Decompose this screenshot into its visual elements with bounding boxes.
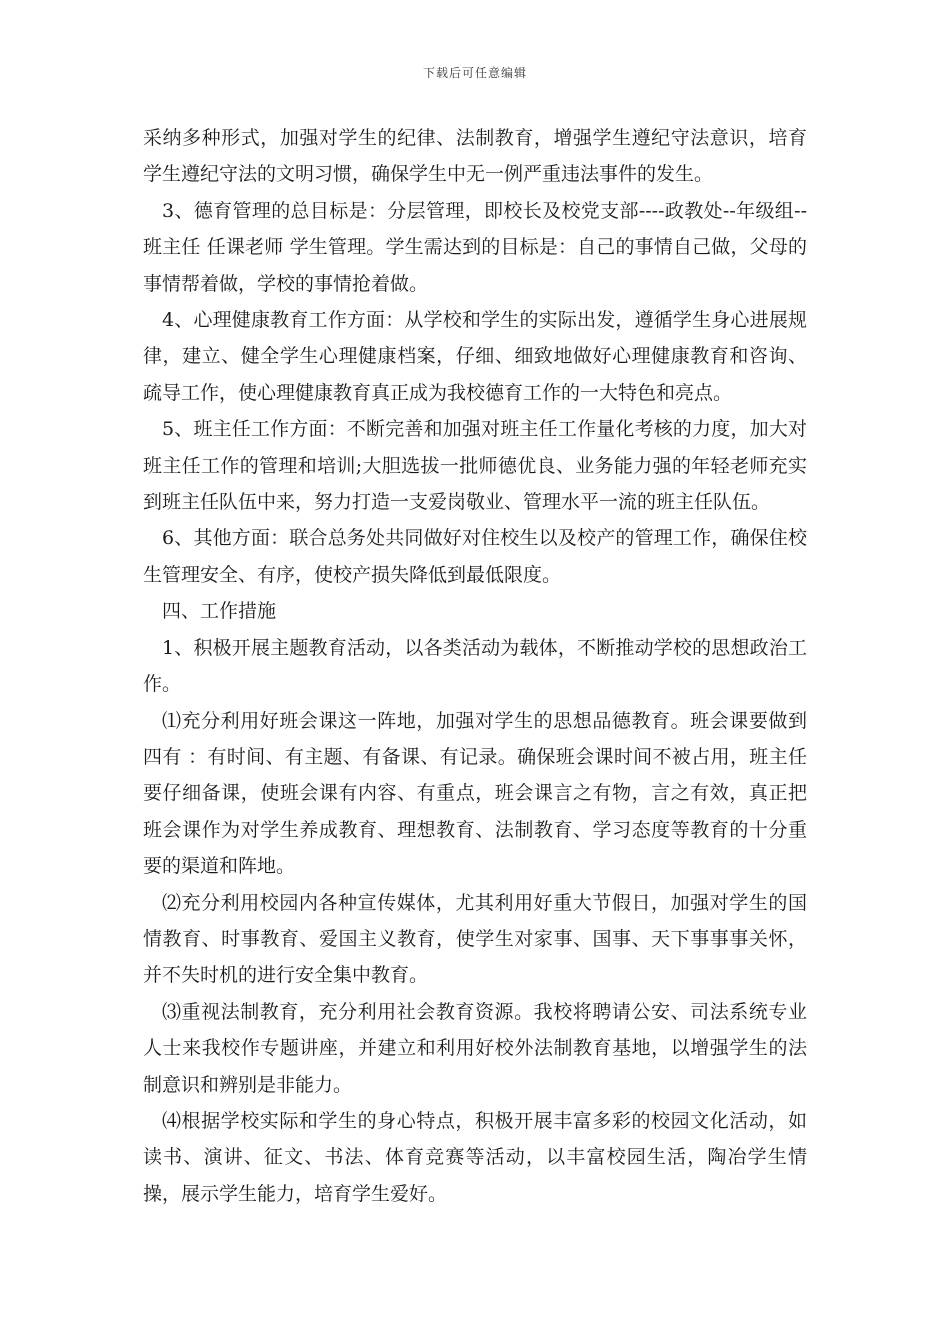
paragraph-class-meeting: ⑴充分利用好班会课这一阵地，加强对学生的思想品德教育。班会课要做到四有 ：有时间、有主题、有备课、有记录。确保班会课时间不被占用，班主任要仔细备课，使班会课有内容、有重点，班会课言之有物，言之有效，真正把班会课作为对学生养成教育、理想教育、法制教育、学习态度等教育的十分重要的渠道和阵地。 bbox=[143, 709, 807, 878]
paragraph-other-aspects: 6、其他方面：联合总务处共同做好对住校生以及校产的管理工作，确保住校生管理安全、有序，使校产损失降低到最低限度。 bbox=[143, 527, 807, 586]
page-header: 下载后可任意编辑 bbox=[422, 66, 527, 80]
paragraph-campus-culture: ⑷根据学校实际和学生的身心特点，积极开展丰富多彩的校园文化活动，如读书、演讲、征文、书法、体育竞赛等活动，以丰富校园生活，陶冶学生情操，展示学生能力，培育学生爱好。 bbox=[143, 1109, 807, 1205]
paragraph-mental-health: 4、心理健康教育工作方面：从学校和学生的实际出发，遵循学生身心进展规律，建立、健全学生心理健康档案，仔细、细致地做好心理健康教育和咨询、疏导工作，使心理健康教育真正成为我校德育工作的一大特色和亮点。 bbox=[143, 309, 807, 404]
paragraph-campus-media: ⑵充分利用校园内各种宣传媒体，尤其利用好重大节假日，加强对学生的国情教育、时事教育、爱国主义教育，使学生对家事、国事、天下事事事关怀，并不失时机的进行安全集中教育。 bbox=[143, 891, 807, 987]
document-body bbox=[143, 120, 807, 1212]
paragraph-legal-education: ⑶重视法制教育，充分利用社会教育资源。我校将聘请公安、司法系统专业人士来我校作专题讲座，并建立和利用好校外法制教育基地，以增强学生的法制意识和辨别是非能力。 bbox=[143, 1000, 807, 1096]
paragraph-discipline-education: 采纳多种形式，加强对学生的纪律、法制教育，增强学生遵纪守法意识，培育学生遵纪守法的文明习惯，确保学生中无一例严重违法事件的发生。 bbox=[143, 127, 807, 186]
paragraph-theme-education: 1、积极开展主题教育活动，以各类活动为载体，不断推动学校的思想政治工作。 bbox=[143, 636, 807, 696]
paragraph-moral-management-goal: 3、德育管理的总目标是：分层管理，即校长及校党支部----政教处--年级组--班主任 任课老师 学生管理。学生需达到的目标是：自己的事情自己做，父母的事情帮着做，学校的事情抢着做。 bbox=[143, 199, 807, 295]
paragraph-class-teacher-work: 5、班主任工作方面：不断完善和加强对班主任工作量化考核的力度，加大对班主任工作的管理和培训;大胆选拔一批师德优良、业务能力强的年轻老师充实到班主任队伍中来，努力打造一支爱岗敬业、管理水平一流的班主任队伍。 bbox=[143, 418, 807, 514]
section-heading-work-measures: 四、工作措施 bbox=[162, 600, 277, 623]
